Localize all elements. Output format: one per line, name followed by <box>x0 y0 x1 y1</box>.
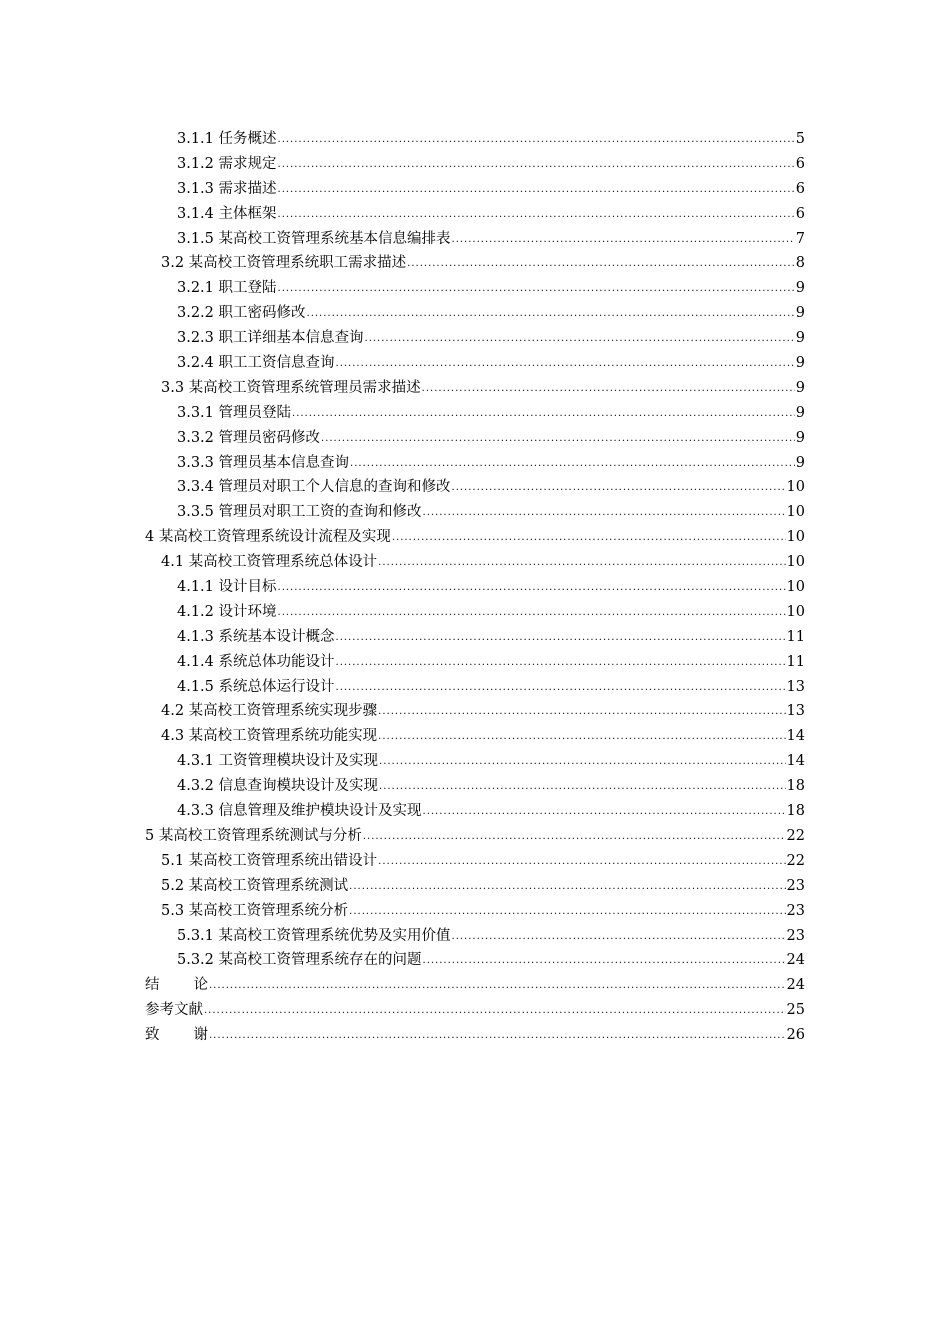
toc-entry[interactable] <box>145 251 805 276</box>
toc-entry-title: 3.3.2 管理员密码修改 <box>177 429 321 446</box>
toc-entry[interactable] <box>145 724 805 749</box>
toc-page-number: 23 <box>786 877 805 894</box>
toc-dot-leader <box>278 203 795 228</box>
toc-entry-title-part: 谢 <box>193 1027 208 1044</box>
toc-dot-leader <box>423 501 786 526</box>
toc-dot-leader <box>321 427 795 452</box>
toc-entry-title: 3.3 某高校工资管理系统管理员需求描述 <box>161 379 421 396</box>
toc-entry-title-part: 结 <box>145 977 160 994</box>
toc-page-number: 6 <box>795 205 805 222</box>
toc-page-number: 25 <box>786 1002 805 1019</box>
toc-entry-title: 4.1 某高校工资管理系统总体设计 <box>161 554 378 571</box>
toc-entry-title: 3.2.1 职工登陆 <box>177 280 277 297</box>
toc-page-number: 10 <box>786 579 805 596</box>
toc-page-number: 5 <box>795 131 805 147</box>
toc-dot-leader <box>336 626 786 651</box>
toc-entry[interactable] <box>145 973 805 998</box>
toc-page-number: 24 <box>786 977 805 994</box>
toc-entry-title: 4.3.3 信息管理及维护模块设计及实现 <box>177 803 422 820</box>
toc-entry[interactable] <box>145 276 805 301</box>
toc-page-number: 6 <box>795 155 805 172</box>
toc-page-number: 8 <box>795 255 805 272</box>
toc-dot-leader <box>407 252 795 277</box>
toc-entry[interactable] <box>145 650 805 675</box>
toc-entry-title-part: 致 <box>145 1027 160 1044</box>
toc-entry[interactable] <box>145 948 805 973</box>
toc-entry[interactable] <box>145 451 805 476</box>
toc-page-number: 9 <box>795 280 805 297</box>
toc-page-number: 18 <box>786 778 805 795</box>
toc-entry[interactable] <box>145 326 805 351</box>
toc-entry[interactable] <box>145 550 805 575</box>
toc-entry-title-part: 论 <box>193 977 208 994</box>
toc-dot-leader <box>278 153 795 178</box>
toc-entry-title: 4.3 某高校工资管理系统功能实现 <box>161 728 378 745</box>
toc-entry-title: 3.2.4 职工工资信息查询 <box>177 355 335 372</box>
toc-page-number: 9 <box>795 429 805 446</box>
toc-dot-leader <box>422 377 795 402</box>
toc-entry-title: 4 某高校工资管理系统设计流程及实现 <box>145 529 391 546</box>
toc-entry[interactable] <box>145 202 805 227</box>
toc-dot-leader <box>365 327 795 352</box>
toc-entry-title: 4.3.1 工资管理模块设计及实现 <box>177 753 379 770</box>
toc-dot-leader <box>378 551 785 576</box>
toc-dot-leader <box>336 352 795 377</box>
toc-entry-title <box>145 973 208 998</box>
toc-entry-title: 3.2.3 职工详细基本信息查询 <box>177 330 364 347</box>
toc-entry-title: 3.2.2 职工密码修改 <box>177 305 306 322</box>
toc-entry-title: 3.2 某高校工资管理系统职工需求描述 <box>161 255 407 272</box>
toc-dot-leader <box>278 178 795 203</box>
toc-dot-leader <box>307 302 795 327</box>
toc-entry-title: 4.3.2 信息查询模块设计及实现 <box>177 778 379 795</box>
toc-page-number: 7 <box>795 230 805 247</box>
toc-entry[interactable] <box>145 924 805 949</box>
toc-dot-leader <box>378 700 785 725</box>
toc-page-number: 14 <box>786 728 805 745</box>
toc-dot-leader <box>278 128 795 153</box>
toc-entry-title: 4.1.1 设计目标 <box>177 579 277 596</box>
toc-page-number: 10 <box>786 554 805 571</box>
toc-entry-title: 4.2 某高校工资管理系统实现步骤 <box>161 703 378 720</box>
toc-entry[interactable] <box>145 376 805 401</box>
toc-entry-title: 参考文献 <box>145 1002 203 1019</box>
toc-page-number: 10 <box>786 504 805 521</box>
toc-entry-title: 4.1.4 系统总体功能设计 <box>177 653 335 670</box>
toc-dot-leader <box>336 676 786 701</box>
toc-dot-leader <box>349 900 785 925</box>
toc-page-number: 13 <box>786 703 805 720</box>
toc-dot-leader <box>204 999 786 1024</box>
toc-entry-title <box>145 1023 208 1048</box>
toc-entry[interactable] <box>145 1023 805 1048</box>
toc-page-number: 22 <box>786 852 805 869</box>
toc-entry[interactable] <box>145 177 805 202</box>
toc-entry-title: 5.3.2 某高校工资管理系统存在的问题 <box>177 952 422 969</box>
toc-entry[interactable] <box>145 799 805 824</box>
toc-entry-title: 4.1.2 设计环境 <box>177 603 277 620</box>
toc-page-number: 10 <box>786 603 805 620</box>
toc-entry[interactable] <box>145 575 805 600</box>
toc-page-number: 11 <box>786 628 805 645</box>
toc-entry[interactable] <box>145 351 805 376</box>
toc-entry-title: 3.3.1 管理员登陆 <box>177 404 292 421</box>
toc-entry[interactable] <box>145 699 805 724</box>
toc-entry[interactable] <box>145 600 805 625</box>
toc-dot-leader <box>278 576 786 601</box>
toc-entry-title: 3.1.1 任务概述 <box>177 131 277 147</box>
toc-page-number: 9 <box>795 404 805 421</box>
toc-dot-leader <box>452 925 786 950</box>
toc-entry-title: 4.1.5 系统总体运行设计 <box>177 678 335 695</box>
toc-page-number: 9 <box>795 305 805 322</box>
toc-entry[interactable] <box>145 301 805 326</box>
toc-dot-leader <box>292 402 795 427</box>
toc-dot-leader <box>452 476 786 501</box>
toc-entry[interactable] <box>145 127 805 152</box>
toc-page-number: 23 <box>786 927 805 944</box>
toc-page-number: 10 <box>786 529 805 546</box>
toc-dot-leader <box>278 277 795 302</box>
toc-dot-leader <box>378 850 785 875</box>
toc-entry[interactable] <box>145 998 805 1023</box>
toc-dot-leader <box>379 775 786 800</box>
toc-entry[interactable] <box>145 401 805 426</box>
toc-dot-leader <box>209 1024 786 1049</box>
toc-entry-title: 3.3.5 管理员对职工工资的查询和修改 <box>177 504 422 521</box>
toc-entry-title: 3.1.4 主体框架 <box>177 205 277 222</box>
toc-entry[interactable] <box>145 227 805 252</box>
toc-entry-title: 4.1.3 系统基本设计概念 <box>177 628 335 645</box>
toc-page-number: 14 <box>786 753 805 770</box>
toc-entry-title: 3.3.3 管理员基本信息查询 <box>177 454 350 471</box>
toc-entry-title: 3.1.3 需求描述 <box>177 180 277 197</box>
toc-page-number: 13 <box>786 678 805 695</box>
toc-dot-leader <box>379 750 786 775</box>
toc-entry[interactable] <box>145 625 805 650</box>
toc-entry[interactable] <box>145 525 805 550</box>
toc-page-number: 18 <box>786 803 805 820</box>
toc-entry[interactable] <box>145 874 805 899</box>
toc-dot-leader <box>278 601 786 626</box>
toc-dot-leader <box>423 800 786 825</box>
toc-dot-leader <box>349 875 785 900</box>
toc-entry-title: 5 某高校工资管理系统测试与分析 <box>145 827 362 844</box>
toc-page-number: 9 <box>795 379 805 396</box>
toc-dot-leader <box>452 228 795 253</box>
table-of-contents <box>145 127 805 1048</box>
toc-entry[interactable] <box>145 824 805 849</box>
toc-entry[interactable] <box>145 675 805 700</box>
toc-page-number: 10 <box>786 479 805 496</box>
toc-page-number: 9 <box>795 454 805 471</box>
toc-page-number: 24 <box>786 952 805 969</box>
toc-entry[interactable] <box>145 500 805 525</box>
toc-dot-leader <box>363 825 786 850</box>
toc-entry[interactable] <box>145 899 805 924</box>
toc-entry[interactable] <box>145 475 805 500</box>
toc-entry[interactable] <box>145 152 805 177</box>
toc-page-number: 6 <box>795 180 805 197</box>
toc-dot-leader <box>392 526 786 551</box>
toc-dot-leader <box>209 974 786 999</box>
toc-entry-title: 5.3.1 某高校工资管理系统优势及实用价值 <box>177 927 451 944</box>
toc-dot-leader <box>378 725 785 750</box>
toc-page-number: 9 <box>795 330 805 347</box>
toc-page-number: 26 <box>786 1027 805 1044</box>
toc-entry-title: 3.1.2 需求规定 <box>177 155 277 172</box>
toc-entry-title: 3.3.4 管理员对职工个人信息的查询和修改 <box>177 479 451 496</box>
toc-entry[interactable] <box>145 749 805 774</box>
toc-dot-leader <box>336 651 786 676</box>
toc-entry-title: 5.3 某高校工资管理系统分析 <box>161 902 349 919</box>
toc-entry[interactable] <box>145 426 805 451</box>
toc-entry-title: 3.1.5 某高校工资管理系统基本信息编排表 <box>177 230 451 247</box>
toc-page-number: 22 <box>786 827 805 844</box>
toc-entry-title: 5.1 某高校工资管理系统出错设计 <box>161 852 378 869</box>
toc-page-number: 23 <box>786 902 805 919</box>
toc-entry[interactable] <box>145 774 805 799</box>
toc-dot-leader <box>350 452 795 477</box>
toc-entry-title: 5.2 某高校工资管理系统测试 <box>161 877 349 894</box>
toc-page-number: 11 <box>786 653 805 670</box>
toc-dot-leader <box>423 949 786 974</box>
toc-page-number: 9 <box>795 355 805 372</box>
toc-entry[interactable] <box>145 849 805 874</box>
